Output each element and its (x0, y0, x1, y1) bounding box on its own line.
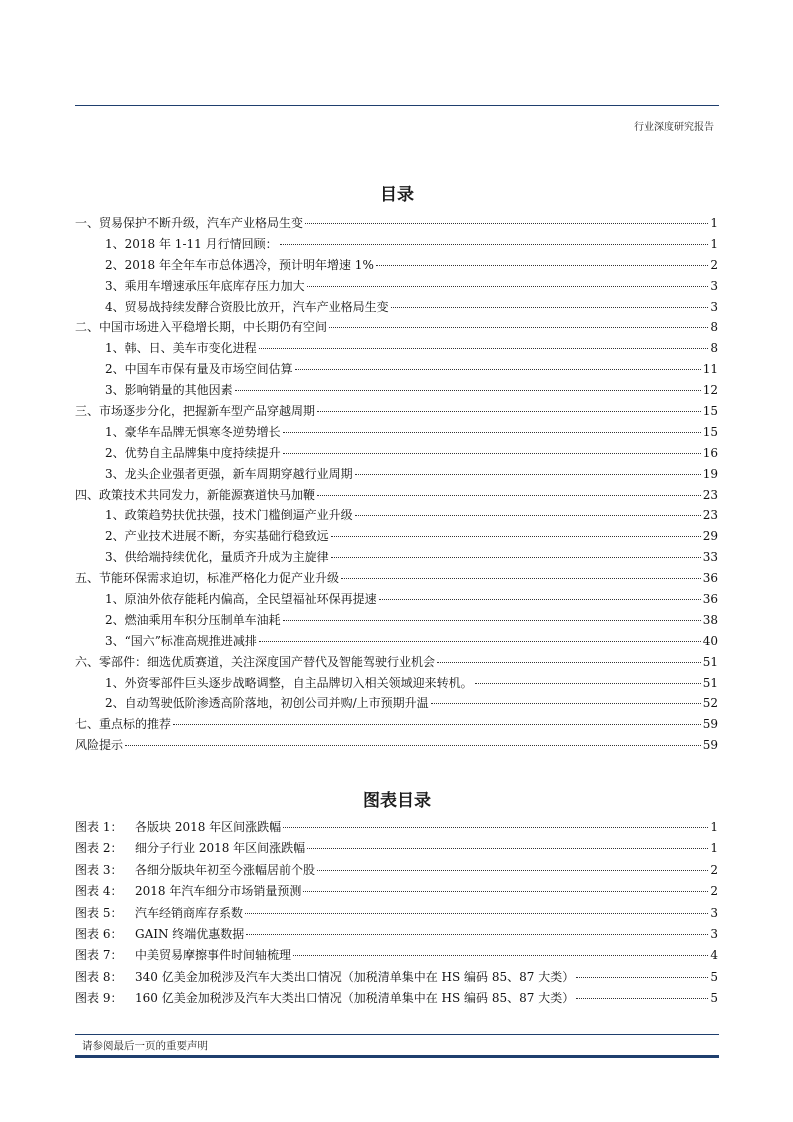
toc-leader-dots (259, 348, 709, 349)
toc-list (75, 213, 718, 756)
footer-rule-thick (75, 1055, 719, 1058)
toc-entry-label: 四、政策技术共同发力，新能源赛道快马加鞭 (75, 487, 316, 502)
toc-entry[interactable] (75, 401, 718, 422)
toc-entry-page: 8 (710, 341, 718, 356)
toc-entry-page: 52 (702, 696, 718, 711)
figure-leader-dots (317, 870, 708, 871)
toc-leader-dots (259, 641, 701, 642)
toc-leader-dots (355, 474, 701, 475)
toc-leader-dots (329, 327, 708, 328)
figure-entry-page: 2 (710, 862, 718, 877)
toc-leader-dots (125, 745, 701, 746)
figure-entry-number: 图表 4： (75, 884, 123, 899)
toc-entry[interactable] (75, 317, 718, 338)
figure-entry-label: 160 亿美金加税涉及汽车大类出口情况（加税清单集中在 HS 编码 85、87 大类） (135, 991, 575, 1006)
toc-leader-dots (341, 578, 701, 579)
toc-leader-dots (295, 369, 701, 370)
toc-leader-dots (235, 390, 701, 391)
footer-rule (75, 1034, 719, 1035)
toc-leader-dots (283, 432, 701, 433)
toc-entry[interactable] (75, 568, 718, 589)
toc-entry-page: 36 (702, 571, 718, 586)
toc-entry-label: 2、自动驾驶低阶渗透高阶落地，初创公司并购/上市预期升温 (105, 696, 429, 711)
toc-entry[interactable] (75, 422, 718, 443)
toc-entry-page: 3 (710, 278, 718, 293)
toc-entry-page: 59 (702, 738, 718, 753)
toc-entry-page: 3 (710, 299, 718, 314)
toc-entry[interactable] (75, 610, 718, 631)
toc-leader-dots (431, 703, 701, 704)
toc-entry-label: 1、原油外依存能耗内偏高，全民望福祉环保再提速 (105, 592, 377, 607)
figure-entry-label: 各细分版块年初至今涨幅居前个股 (135, 862, 316, 877)
toc-entry-label: 2、优势自主品牌集中度持续提升 (105, 445, 281, 460)
toc-entry[interactable] (75, 631, 718, 652)
toc-leader-dots (283, 620, 701, 621)
figure-entry-number: 图表 8： (75, 969, 123, 984)
toc-leader-dots (355, 515, 701, 516)
toc-entry[interactable] (75, 652, 718, 673)
figure-entry-label: GAIN 终端优惠数据 (135, 926, 245, 941)
toc-entry-page: 29 (702, 529, 718, 544)
figure-leader-dots (303, 891, 708, 892)
toc-leader-dots (379, 599, 701, 600)
figure-entry-page: 2 (710, 884, 718, 899)
toc-entry-label: 1、韩、日、美车市变化进程 (105, 341, 257, 356)
figure-entry-page: 3 (710, 905, 718, 920)
figure-entry-number: 图表 7： (75, 948, 123, 963)
toc-entry-page: 11 (702, 362, 718, 377)
toc-entry[interactable] (75, 485, 718, 506)
toc-entry-label: 五、节能环保需求迫切，标准严格化力促产业升级 (75, 571, 340, 586)
figure-entry-number: 图表 9： (75, 991, 123, 1006)
figure-entry-number: 图表 6： (75, 926, 123, 941)
toc-entry[interactable] (75, 359, 718, 380)
toc-entry-label: 1、豪华车品牌无惧寒冬逆势增长 (105, 424, 281, 439)
toc-entry-page: 19 (702, 466, 718, 481)
toc-entry[interactable] (75, 276, 718, 297)
toc-entry-page: 59 (702, 717, 718, 732)
figure-entry-label: 中美贸易摩擦事件时间轴梳理 (135, 948, 292, 963)
figure-leader-dots (576, 998, 708, 999)
toc-entry-page: 15 (702, 424, 718, 439)
figure-entry-page: 1 (710, 820, 718, 834)
figure-entry-label: 2018 年汽车细分市场销量预测 (135, 884, 302, 899)
toc-leader-dots (331, 557, 701, 558)
figure-entry-number: 图表 1： (75, 820, 123, 834)
figure-entry-label: 细分子行业 2018 年区间涨跌幅 (135, 841, 306, 856)
figure-entry-page: 3 (710, 926, 718, 941)
figure-entry[interactable] (75, 860, 718, 881)
toc-entry-label: 风险提示 (75, 738, 124, 753)
figure-leader-dots (576, 977, 708, 978)
figure-entry-number: 图表 5： (75, 905, 123, 920)
toc-entry[interactable] (75, 526, 718, 547)
toc-leader-dots (283, 453, 701, 454)
toc-leader-dots (317, 411, 701, 412)
toc-entry-label: 2、产业技术进展不断，夯实基础行稳致远 (105, 529, 329, 544)
toc-entry-label: 3、乘用车增速承压年底库存压力加大 (105, 278, 305, 293)
toc-entry-page: 23 (702, 508, 718, 523)
toc-title: 目录 (380, 185, 414, 205)
figure-entry[interactable] (75, 903, 718, 924)
header-rule (75, 105, 719, 106)
figure-entry[interactable] (75, 881, 718, 902)
figure-entry-number: 图表 3： (75, 862, 123, 877)
toc-entry-label: 1、2018 年 1-11 月行情回顾： (105, 236, 278, 251)
figure-entry[interactable] (75, 924, 718, 945)
figure-leader-dots (283, 827, 708, 828)
toc-entry-page: 2 (710, 257, 718, 272)
report-type-label: 行业深度研究报告 (634, 122, 714, 133)
toc-entry[interactable] (75, 464, 718, 485)
figure-entry-page: 1 (710, 841, 718, 856)
toc-leader-dots (317, 495, 701, 496)
toc-leader-dots (280, 244, 709, 245)
toc-leader-dots (305, 223, 708, 224)
figure-entry-label: 各版块 2018 年区间涨跌幅 (135, 820, 282, 834)
toc-entry-page: 40 (702, 633, 718, 648)
toc-entry-label: 2、2018 年全年车市总体遇冷，预计明年增速 1% (105, 257, 374, 272)
toc-entry-label: 2、中国车市保有量及市场空间估算 (105, 362, 293, 377)
toc-leader-dots (173, 724, 701, 725)
figure-entry[interactable] (75, 967, 718, 988)
toc-entry-page: 33 (702, 550, 718, 565)
toc-entry-page: 1 (710, 216, 718, 230)
toc-entry[interactable] (75, 547, 718, 568)
toc-entry-page: 8 (710, 320, 718, 335)
toc-entry[interactable] (75, 714, 718, 735)
figure-entry-number: 图表 2： (75, 841, 123, 856)
toc-entry[interactable] (75, 443, 718, 464)
toc-entry[interactable] (75, 297, 718, 318)
toc-entry[interactable] (75, 505, 718, 526)
toc-entry-page: 51 (702, 654, 718, 669)
figure-list-title: 图表目录 (363, 791, 431, 811)
toc-entry-label: 3、龙头企业强者更强，新车周期穿越行业周期 (105, 466, 353, 481)
figure-entry-label: 340 亿美金加税涉及汽车大类出口情况（加税清单集中在 HS 编码 85、87 大类） (135, 969, 575, 984)
footer-disclaimer: 请参阅最后一页的重要声明 (82, 1040, 208, 1052)
figure-entry[interactable] (75, 817, 718, 838)
toc-entry-label: 4、贸易战持续发酵合资股比放开，汽车产业格局生变 (105, 299, 389, 314)
toc-entry-page: 38 (702, 612, 718, 627)
toc-entry-label: 3、影响销量的其他因素 (105, 383, 233, 398)
toc-entry-page: 36 (702, 592, 718, 607)
figure-entry[interactable] (75, 838, 718, 859)
toc-leader-dots (391, 307, 709, 308)
toc-entry-page: 23 (702, 487, 718, 502)
figure-leader-dots (246, 934, 708, 935)
toc-leader-dots (331, 536, 701, 537)
toc-entry[interactable] (75, 338, 718, 359)
figure-entry-label: 汽车经销商库存系数 (135, 905, 244, 920)
figure-entry[interactable] (75, 945, 718, 966)
toc-entry[interactable] (75, 673, 718, 694)
toc-entry-page: 15 (702, 404, 718, 419)
toc-entry-label: 2、燃油乘用车积分压制单车油耗 (105, 612, 281, 627)
toc-entry[interactable] (75, 693, 718, 714)
toc-entry-page: 1 (710, 236, 718, 251)
toc-entry[interactable] (75, 735, 718, 756)
toc-entry-label: 1、外资零部件巨头逐步战略调整，自主品牌切入相关领域迎来转机。 (105, 675, 473, 690)
toc-entry[interactable] (75, 255, 718, 276)
toc-entry-page: 16 (702, 445, 718, 460)
toc-entry-label: 3、“国六”标准高规推进减排 (105, 633, 257, 648)
toc-leader-dots (307, 286, 709, 287)
figure-entry[interactable] (75, 988, 718, 1009)
toc-entry-label: 二、中国市场进入平稳增长期，中长期仍有空间 (75, 320, 328, 335)
toc-leader-dots (376, 265, 709, 266)
figure-leader-dots (293, 955, 708, 956)
toc-entry[interactable] (75, 234, 718, 255)
toc-entry-label: 3、供给端持续优化，量质齐升成为主旋律 (105, 550, 329, 565)
figure-leader-dots (307, 848, 708, 849)
toc-leader-dots (437, 662, 701, 663)
toc-leader-dots (475, 683, 701, 684)
toc-entry[interactable] (75, 589, 718, 610)
figure-entry-page: 4 (710, 948, 718, 963)
figure-entry-page: 5 (710, 991, 718, 1006)
toc-entry[interactable] (75, 213, 718, 234)
figure-list (75, 817, 718, 1010)
toc-entry-label: 1、政策趋势扶优扶强，技术门槛倒逼产业升级 (105, 508, 353, 523)
toc-entry-page: 51 (702, 675, 718, 690)
toc-entry-page: 12 (702, 383, 718, 398)
toc-entry-label: 七、重点标的推荐 (75, 717, 172, 732)
figure-leader-dots (245, 913, 708, 914)
toc-entry-label: 一、贸易保护不断升级，汽车产业格局生变 (75, 216, 304, 230)
toc-entry-label: 三、市场逐步分化，把握新车型产品穿越周期 (75, 404, 316, 419)
toc-entry[interactable] (75, 380, 718, 401)
toc-entry-label: 六、零部件：细选优质赛道，关注深度国产替代及智能驾驶行业机会 (75, 654, 436, 669)
figure-entry-page: 5 (710, 969, 718, 984)
